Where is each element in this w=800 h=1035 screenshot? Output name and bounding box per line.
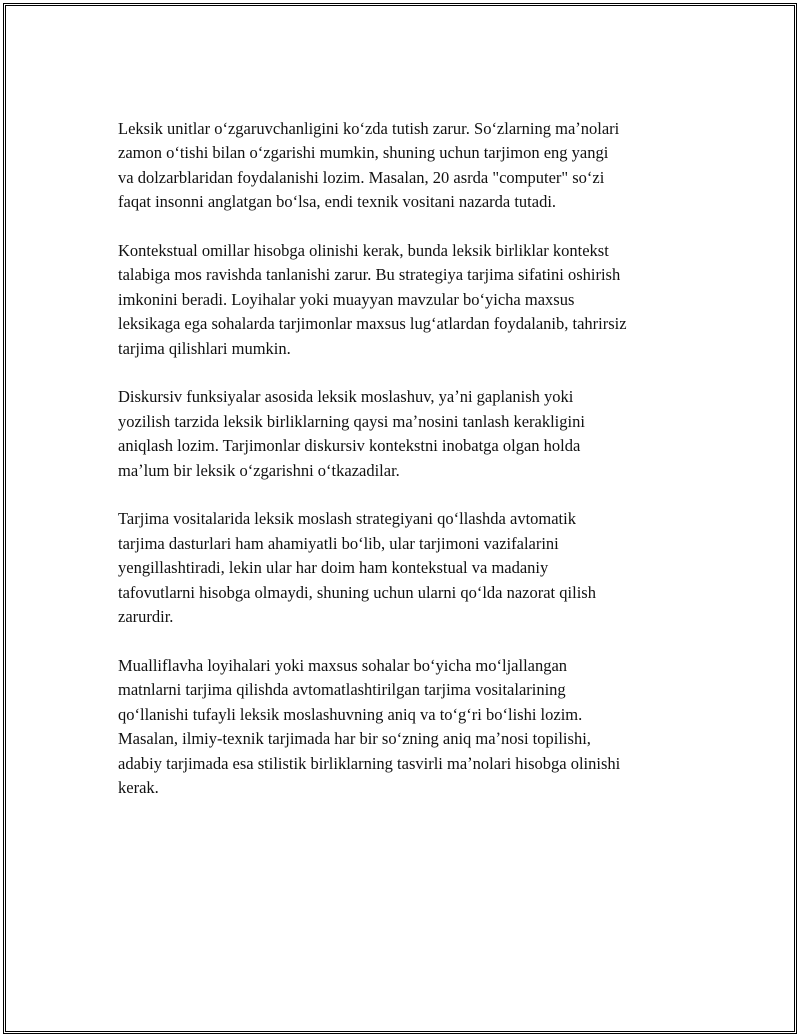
paragraph-1: Leksik unitlar oʻzgaruvchanligini koʻzda tutish zarur. Soʻzlarning maʼnolari zamon oʻtishi bilan oʻzgarishi mumkin, shuning uchun tarjimon eng yangi va dolzarblaridan foydalanishi lozim. Masalan, 20 asrda "computer" soʻzi faqat insonni anglatgan boʻlsa, endi texnik vositani nazarda tutadi.: [118, 119, 620, 212]
paragraph-4: Tarjima vositalarida leksik moslash strategiyani qoʻllashda avtomatik tarjima dasturlari ham ahamiyatli boʻlib, ular tarjimoni vazifalarini yengillashtiradi, lekin ular har doim ham kontekstual va madaniy tafovutlarni hisobga olmaydi, shuning uchun ularni qoʻlda nazorat qilish zarurdir.: [118, 509, 596, 627]
paragraph-3: Diskursiv funksiyalar asosida leksik moslashuv, yaʼni gaplanish yoki yozilish tarzida leksik birliklarning qaysi maʼnosini tanlash kerakligini aniqlash lozim. Tarjimonlar diskursiv kontekstni inobatga olgan holda maʼlum bir leksik oʻzgarishni oʻtkazadilar.: [118, 387, 585, 480]
paragraph-2: Kontekstual omillar hisobga olinishi kerak, bunda leksik birliklar kontekst talabiga mos ravishda tanlanishi zarur. Bu strategiya tarjima sifatini oshirish imkonini beradi. Loyihalar yoki muayyan mavzular boʻyicha maxsus leksikaga ega sohalarda tarjimonlar maxsus lugʻatlardan foydalanib, tahrirsiz tarjima qilishlari mumkin.: [118, 241, 627, 358]
paragraph-5: Mualliflavha loyihalari yoki maxsus sohalar boʻyicha moʻljallangan matnlarni tarjima qilishda avtomatlashtirilgan tarjima vositalarining qoʻllanishi tufayli leksik moslashuvning aniq va toʻgʻri boʻlishi lozim. Masalan, ilmiy-texnik tarjimada har bir soʻzning aniq maʼnosi topilishi, adabiy tarjimada esa stilistik birliklarning tasvirli maʼnolari hisobga olinishi kerak.: [118, 655, 621, 797]
document-body: [118, 117, 698, 825]
